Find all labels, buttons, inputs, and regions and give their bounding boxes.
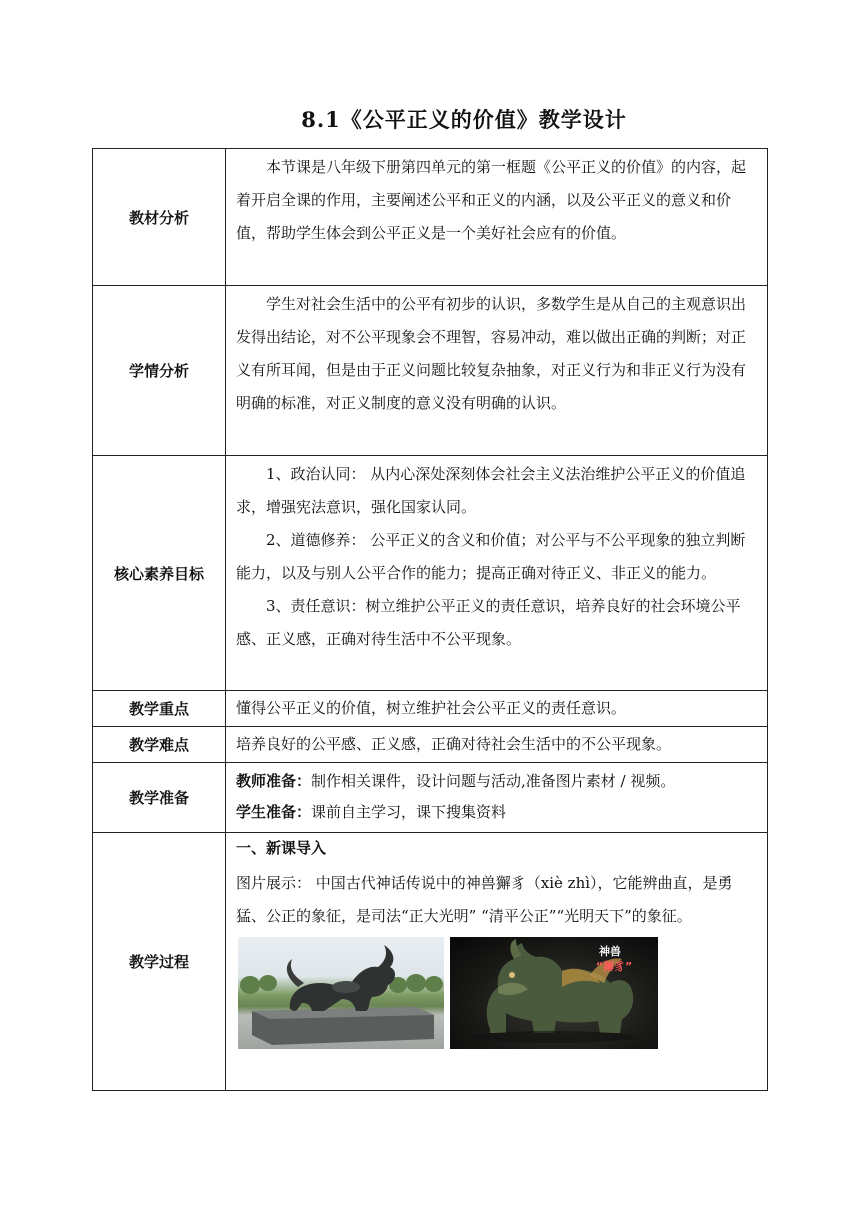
xiezhi-statue-illustration (238, 937, 444, 1049)
content-difficulty (226, 727, 768, 763)
label-focus: 教学重点 (93, 691, 226, 727)
row-difficulty (93, 727, 768, 763)
label-prep: 教学准备 (93, 763, 226, 833)
label-students: 学情分析 (93, 286, 226, 456)
row-prep (93, 763, 768, 833)
teacher-prep-label: 教师准备： (236, 771, 312, 790)
goal-item: 3、责任意识：树立维护公平正义的责任意识，培养良好的社会环境公平感、正义感，正确对待生活中不公平现象。 (236, 597, 741, 648)
content-process (226, 833, 768, 1091)
student-prep-label: 学生准备： (236, 802, 312, 821)
teacher-prep (236, 766, 759, 797)
students-text: 学生对社会生活中的公平有初步的认识，多数学生是从自己的主观意识出发得出结论，对不公平现象会不理智，容易冲动，难以做出正确的判断；对正义有所耳闻，但是由于正义问题比较复杂抽象，对正义行为和非正义行为没有明确的标准，对正义制度的意义没有明确的认识。 (236, 295, 747, 412)
xiezhi-images (238, 937, 759, 1049)
row-focus (93, 691, 768, 727)
goal-item: 2、道德修养： 公平正义的含义和价值；对公平与不公平现象的独立判断能力，以及与别人公平合作的能力；提高正确对待正义、非正义的能力。 (236, 531, 746, 582)
row-process (93, 833, 768, 1091)
document-title: 8.1《公平正义的价值》教学设计 (301, 107, 627, 132)
row-students (93, 286, 768, 456)
focus-text: 懂得公平正义的价值，树立维护社会公平正义的责任意识。 (236, 698, 627, 717)
label-process: 教学过程 (93, 833, 226, 1091)
teacher-prep-text: 制作相关课件，设计问题与活动,准备图片素材 / 视频。 (311, 771, 676, 790)
student-prep (236, 797, 759, 828)
goal-item: 1、政治认同： 从内心深处深刻体会社会主义法治维护公平正义的价值追求，增强宪法意识，强化国家认同。 (236, 465, 746, 516)
difficulty-text: 培养良好的公平感、正义感，正确对待社会生活中的不公平现象。 (236, 734, 672, 753)
lesson-plan-table (92, 148, 768, 1091)
xiezhi-statue-photo (238, 937, 444, 1049)
picture-show-text: 图片展示： 中国古代神话传说中的神兽獬豸（xiè zhì），它能辨曲直，是勇猛、公正的象征，是司法“正大光明” “清平公正”“光明天下”的象征。 (236, 874, 733, 925)
content-prep (226, 763, 768, 833)
student-prep-text: 课前自主学习，课下搜集资料 (311, 802, 507, 821)
row-goals (93, 456, 768, 691)
label-difficulty: 教学难点 (93, 727, 226, 763)
xiezhi-caption-bottom: “獬豸” (595, 960, 633, 973)
row-material (93, 149, 768, 286)
content-material (226, 149, 768, 286)
content-goals (226, 456, 768, 691)
content-students (226, 286, 768, 456)
xiezhi-bronze-photo (450, 937, 658, 1049)
content-focus (226, 691, 768, 727)
label-goals: 核心素养目标 (93, 456, 226, 691)
label-material: 教材分析 (93, 149, 226, 286)
section-heading: 一、新课导入 (236, 839, 327, 857)
material-text: 本节课是八年级下册第四单元的第一框题《公平正义的价值》的内容，起着开启全课的作用，主要阐述公平和正义的内涵，以及公平正义的意义和价值，帮助学生体会到公平正义是一个美好社会应有的价值。 (236, 158, 747, 242)
xiezhi-bronze-illustration (450, 937, 658, 1049)
xiezhi-caption-top: 神兽 (599, 945, 621, 958)
